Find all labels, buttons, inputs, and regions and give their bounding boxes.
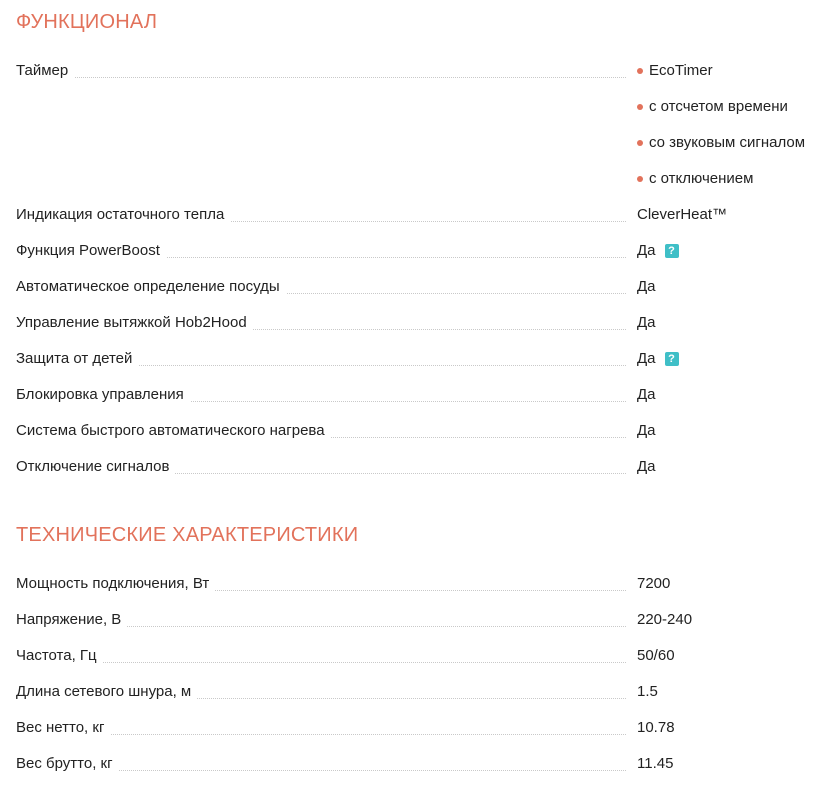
spec-values	[637, 458, 656, 494]
spec-label: Защита от детей	[16, 350, 138, 368]
spec-value-bullet	[637, 98, 805, 134]
spec-value-bullet	[637, 170, 805, 206]
spec-row-pan-detection	[16, 278, 822, 314]
spec-values	[637, 683, 658, 719]
spec-label: Управление вытяжкой Hob2Hood	[16, 314, 253, 332]
spec-values	[637, 575, 670, 611]
spec-values	[637, 62, 805, 206]
spec-value: Да	[637, 242, 656, 259]
dotted-leader	[16, 77, 626, 78]
spec-label: Вес брутто, кг	[16, 755, 119, 773]
help-icon[interactable]: ?	[665, 244, 679, 258]
bullet-dot-icon	[637, 176, 643, 182]
spec-values	[637, 755, 673, 791]
spec-row-child-lock	[16, 350, 822, 386]
spec-row-timer	[16, 62, 822, 206]
spec-value: 1.5	[637, 683, 658, 700]
bullet-dot-icon	[637, 68, 643, 74]
spec-row-mute-signals	[16, 458, 822, 494]
spec-value-bullet	[637, 134, 805, 170]
spec-value: 50/60	[637, 647, 675, 664]
spec-label: Индикация остаточного тепла	[16, 206, 230, 224]
spec-value: 10.78	[637, 719, 675, 736]
spec-value: Да	[637, 458, 656, 475]
spec-row-net-weight	[16, 719, 822, 755]
bullet-dot-icon	[637, 140, 643, 146]
spec-label: Система быстрого автоматического нагрева	[16, 422, 331, 440]
spec-row-control-lock	[16, 386, 822, 422]
spec-value: CleverHeat™	[637, 206, 728, 223]
spec-value: с отключением	[649, 170, 754, 187]
spec-values	[637, 611, 692, 647]
spec-label: Вес нетто, кг	[16, 719, 110, 737]
spec-values	[637, 719, 675, 755]
spec-value: Да	[637, 314, 656, 331]
spec-row-hob2hood	[16, 314, 822, 350]
spec-label: Длина сетевого шнура, м	[16, 683, 197, 701]
dotted-leader	[16, 662, 626, 663]
spec-value: со звуковым сигналом	[649, 134, 806, 151]
spec-label: Блокировка управления	[16, 386, 190, 404]
spec-row-cord-length	[16, 683, 822, 719]
spec-value: EcoTimer	[649, 62, 713, 79]
spec-label: Функция PowerBoost	[16, 242, 166, 260]
spec-label: Отключение сигналов	[16, 458, 175, 476]
spec-value-bullet	[637, 62, 805, 98]
spec-label: Мощность подключения, Вт	[16, 575, 215, 593]
spec-values	[637, 350, 679, 386]
spec-label: Напряжение, В	[16, 611, 127, 629]
bullet-dot-icon	[637, 104, 643, 110]
section-title-technical: ТЕХНИЧЕСКИЕ ХАРАКТЕРИСТИКИ	[16, 524, 359, 546]
spec-value: Да	[637, 386, 656, 403]
spec-value: 220-240	[637, 611, 693, 628]
spec-row-gross-weight	[16, 755, 822, 791]
spec-values	[637, 386, 656, 422]
spec-value: Да	[637, 422, 656, 439]
spec-values	[637, 314, 656, 350]
spec-label: Частота, Гц	[16, 647, 103, 665]
spec-value: Да	[637, 350, 656, 367]
spec-value: Да	[637, 278, 656, 295]
spec-row-fast-heat	[16, 422, 822, 458]
spec-label: Таймер	[16, 62, 74, 80]
spec-values	[637, 647, 675, 683]
spec-row-frequency	[16, 647, 822, 683]
spec-row-powerboost	[16, 242, 822, 278]
spec-values	[637, 242, 679, 278]
spec-row-power	[16, 575, 822, 611]
spec-value: с отсчетом времени	[649, 98, 788, 115]
spec-values	[637, 422, 656, 458]
spec-row-voltage	[16, 611, 822, 647]
spec-values	[637, 278, 656, 314]
spec-value: 11.45	[637, 755, 674, 772]
help-icon[interactable]: ?	[665, 352, 679, 366]
spec-values	[637, 206, 727, 242]
section-title-functional: ФУНКЦИОНАЛ	[16, 11, 158, 33]
spec-row-residual-heat	[16, 206, 822, 242]
spec-value: 7200	[637, 575, 671, 592]
spec-label: Автоматическое определение посуды	[16, 278, 286, 296]
